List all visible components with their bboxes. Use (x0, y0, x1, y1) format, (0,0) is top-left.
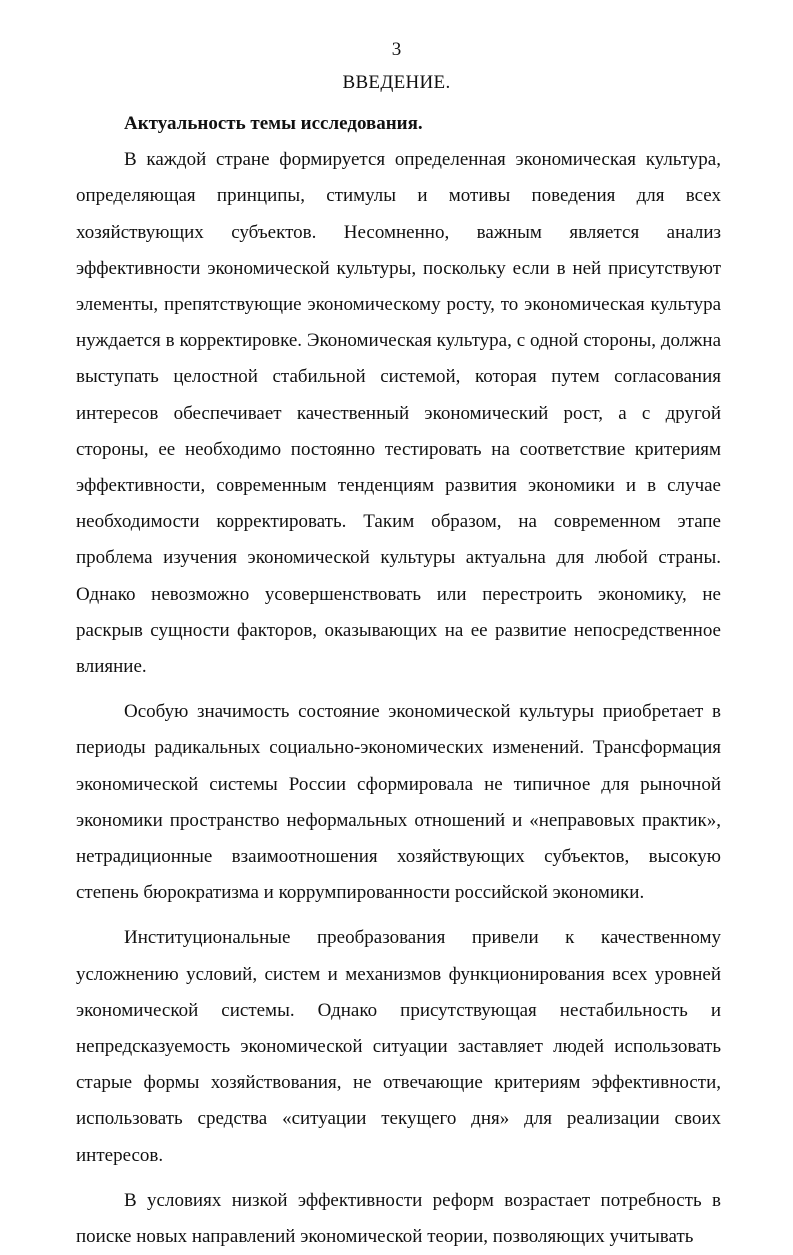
paragraph-2: Особую значимость состояние экономической культуры приобретает в периоды радикальных социально-экономических изменений. Трансформация экономической системы России сформировала не типичное для рыночной экономики пространство неформальных отношений и «неправовых практик», нетрадиционные взаимоотношения хозяйствующих субъектов, высокую степень бюрократизма и коррумпированности российской экономики. (76, 701, 721, 904)
page-title: ВВЕДЕНИЕ. (342, 72, 451, 93)
paragraph-3: Институциональные преобразования привели к качественному усложнению условий, систем и механизмов функционирования всех уровней экономической системы. Однако присутствующая нестабильность и непредсказуемость экономической ситуации заставляет людей использовать старые формы хозяйствования, не отвечающие критериям эффективности, использовать средства «ситуации текущего дня» для реализации своих интересов. (76, 927, 721, 1166)
paragraph-1: В каждой стране формируется определенная экономическая культура, определяющая принципы, стимулы и мотивы поведения для всех хозяйствующих субъектов. Несомненно, важным является анализ эффективности экономической культуры, поскольку если в ней присутствуют элементы, препятствующие экономическому росту, то экономическая культура нуждается в корректировке. Экономическая культура, с одной стороны, должна выступать целостной стабильной системой, которая путем согласования интересов обеспечивает качественный экономический рост, а с другой стороны, ее необходимо постоянно тестировать на соответствие критериям эффективности, современным тенденциям развития экономики и в случае необходимости корректировать. Таким образом, на современном этапе проблема изучения экономической культуры актуальна для любой страны. Однако невозможно усовершенствовать или перестроить экономику, не раскрыв сущности факторов, оказывающих на ее развитие непосредственное влияние. (76, 149, 721, 678)
body-text (76, 106, 721, 1255)
section-heading: Актуальность темы исследования. (124, 113, 423, 134)
page-number: 3 (391, 39, 402, 60)
paragraph-4: В условиях низкой эффективности реформ возрастает потребность в поиске новых направлений экономической теории, позволяющих учитывать (76, 1189, 721, 1248)
